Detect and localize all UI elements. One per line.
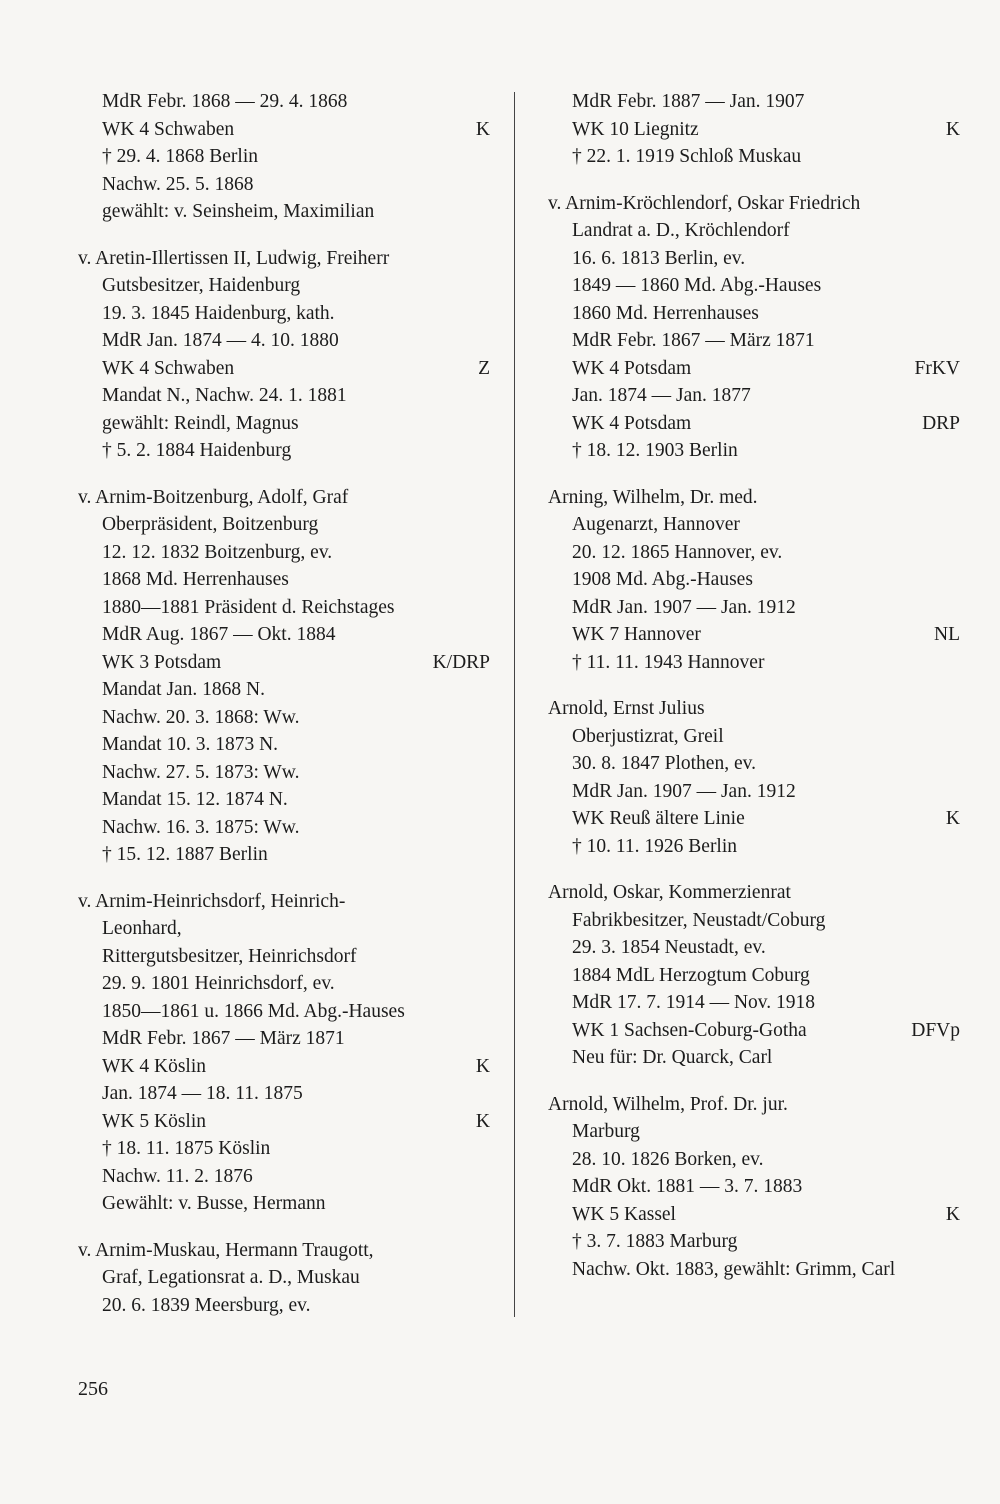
entry-text: WK 4 Köslin	[102, 1055, 206, 1077]
entry-text: 20. 6. 1839 Meersburg, ev.	[102, 1294, 311, 1316]
biography-entry	[78, 888, 490, 1218]
party-label	[950, 962, 960, 990]
entry-text: WK 10 Liegnitz	[572, 118, 699, 140]
entry-detail-line	[78, 539, 490, 567]
entry-text: Nachw. 25. 5. 1868	[102, 173, 254, 195]
entry-text: Mandat 10. 3. 1873 N.	[102, 734, 279, 755]
entry-detail-line	[78, 998, 490, 1026]
entry-text: Neu für: Dr. Quarck, Carl	[572, 1047, 773, 1068]
party-label	[480, 511, 490, 539]
entry-name-line	[548, 695, 960, 723]
entry-text: v. Aretin-Illertissen II, Ludwig, Freiherr	[78, 247, 390, 269]
entry-detail-line	[548, 437, 960, 465]
entry-name-line	[548, 879, 960, 907]
party-label	[950, 833, 960, 861]
party-label	[950, 1044, 960, 1072]
party-label	[950, 143, 960, 171]
entry-detail-line	[78, 1053, 490, 1081]
party-label	[480, 88, 490, 116]
entry-detail-line	[78, 437, 490, 465]
biography-entry	[78, 484, 490, 869]
entry-text: WK 4 Potsdam	[572, 357, 692, 379]
entry-detail-line	[78, 731, 490, 759]
biography-entry	[78, 88, 490, 226]
biography-entry	[548, 879, 960, 1072]
entry-detail-line	[548, 217, 960, 245]
entry-detail-line	[78, 970, 490, 998]
entry-detail-line	[548, 750, 960, 778]
entry-detail-line	[548, 1173, 960, 1201]
party-label	[950, 300, 960, 328]
entry-detail-line	[548, 1256, 960, 1284]
entry-text: Jan. 1874 — 18. 11. 1875	[102, 1083, 303, 1104]
party-label: DFVp	[911, 1019, 960, 1041]
entry-detail-line	[548, 934, 960, 962]
party-label	[480, 915, 490, 943]
entry-detail-line	[78, 621, 490, 649]
party-label	[480, 382, 490, 410]
entry-detail-line	[548, 1228, 960, 1256]
party-label	[950, 566, 960, 594]
entry-text: 1868 Md. Herrenhauses	[102, 569, 289, 590]
entry-detail-line	[78, 649, 490, 677]
party-label	[480, 272, 490, 300]
entry-text: Arning, Wilhelm, Dr. med.	[548, 486, 758, 508]
entry-text: Gutsbesitzer, Haidenburg	[102, 275, 301, 296]
party-label	[480, 1163, 490, 1191]
entry-text: 16. 6. 1813 Berlin, ev.	[572, 247, 746, 269]
entry-text: v. Arnim-Muskau, Hermann Traugott,	[78, 1239, 374, 1261]
entry-text: † 18. 11. 1875 Köslin	[102, 1138, 271, 1159]
party-label	[950, 879, 960, 907]
party-label	[480, 841, 490, 869]
party-label	[950, 695, 960, 723]
party-label	[480, 814, 490, 842]
entry-detail-line	[78, 116, 490, 144]
entry-text: gewählt: Reindl, Magnus	[102, 412, 299, 434]
party-label	[480, 539, 490, 567]
entry-text: MdR Jan. 1907 — Jan. 1912	[572, 780, 796, 802]
entry-text: Arnold, Wilhelm, Prof. Dr. jur.	[548, 1093, 788, 1115]
entry-text: Rittergutsbesitzer, Heinrichsdorf	[102, 945, 357, 967]
biography-entry	[78, 245, 490, 465]
entry-detail-line	[548, 805, 960, 833]
entry-detail-line	[78, 814, 490, 842]
entry-detail-line	[548, 594, 960, 622]
party-label	[480, 943, 490, 971]
party-label	[480, 300, 490, 328]
entry-detail-line	[78, 676, 490, 704]
party-label	[480, 143, 490, 171]
party-label	[950, 1091, 960, 1119]
entry-detail-line	[548, 833, 960, 861]
party-label	[480, 327, 490, 355]
party-label	[480, 998, 490, 1026]
entry-detail-line	[78, 759, 490, 787]
entry-text: Oberjustizrat, Greil	[572, 725, 724, 747]
entry-detail-line	[548, 621, 960, 649]
entry-detail-line	[78, 382, 490, 410]
entry-detail-line	[78, 355, 490, 383]
entry-detail-line	[78, 1163, 490, 1191]
entry-detail-line	[548, 116, 960, 144]
entry-text: 1849 — 1860 Md. Abg.-Hauses	[572, 275, 822, 296]
party-label	[950, 484, 960, 512]
party-label	[950, 1173, 960, 1201]
entry-text: v. Arnim-Boitzenburg, Adolf, Graf	[78, 486, 349, 508]
entry-detail-line	[548, 907, 960, 935]
right-column	[548, 88, 960, 1302]
party-label	[950, 594, 960, 622]
entry-detail-line	[548, 327, 960, 355]
party-label	[950, 1118, 960, 1146]
entry-detail-line	[548, 410, 960, 438]
entry-detail-line	[548, 539, 960, 567]
entry-text: Arnold, Oskar, Kommerzienrat	[548, 882, 791, 903]
entry-detail-line	[78, 1025, 490, 1053]
entry-detail-line	[78, 1264, 490, 1292]
entry-detail-line	[78, 327, 490, 355]
entry-detail-line	[548, 1017, 960, 1045]
entry-detail-line	[78, 410, 490, 438]
party-label	[480, 888, 490, 916]
entry-text: Nachw. Okt. 1883, gewählt: Grimm, Carl	[572, 1258, 896, 1280]
entry-name-line	[548, 190, 960, 218]
entry-detail-line	[78, 1135, 490, 1163]
party-label	[950, 437, 960, 465]
party-label: K	[475, 118, 490, 140]
entry-text: WK 7 Hannover	[572, 624, 701, 645]
entry-text: MdR Febr. 1887 — Jan. 1907	[572, 91, 805, 112]
party-label: DRP	[922, 412, 960, 434]
entry-text: v. Arnim-Kröchlendorf, Oskar Friedrich	[548, 192, 861, 214]
entry-detail-line	[548, 723, 960, 751]
entry-detail-line	[548, 962, 960, 990]
party-label	[480, 1080, 490, 1108]
party-label	[950, 539, 960, 567]
entry-text: WK 4 Schwaben	[102, 118, 235, 140]
party-label	[480, 1292, 490, 1320]
party-label	[950, 382, 960, 410]
party-label: NL	[934, 624, 960, 645]
party-label: K	[945, 808, 960, 829]
entry-detail-line	[548, 272, 960, 300]
biography-entry	[548, 695, 960, 860]
biography-entry	[548, 190, 960, 465]
entry-text: MdR Okt. 1881 — 3. 7. 1883	[572, 1176, 803, 1197]
entry-text: 29. 3. 1854 Neustadt, ev.	[572, 937, 766, 958]
entry-text: Fabrikbesitzer, Neustadt/Coburg	[572, 909, 826, 931]
entry-detail-line	[548, 778, 960, 806]
entry-name-line	[78, 245, 490, 273]
entry-detail-line	[78, 272, 490, 300]
party-label	[480, 676, 490, 704]
entry-text: Nachw. 27. 5. 1873: Ww.	[102, 761, 300, 783]
entry-text: Nachw. 16. 3. 1875: Ww.	[102, 816, 300, 838]
party-label: K/DRP	[432, 651, 490, 673]
entry-text: † 3. 7. 1883 Marburg	[572, 1231, 738, 1252]
entry-detail-line	[548, 511, 960, 539]
entry-text: 1884 MdL Herzogtum Coburg	[572, 964, 810, 986]
page-number: 256	[78, 1378, 108, 1400]
biography-entry	[548, 484, 960, 677]
party-label	[480, 621, 490, 649]
party-label	[950, 649, 960, 677]
entry-detail-line	[78, 915, 490, 943]
entry-text: 20. 12. 1865 Hannover, ev.	[572, 541, 783, 563]
entry-text: Marburg	[572, 1121, 640, 1142]
entry-text: MdR Jan. 1874 — 4. 10. 1880	[102, 330, 339, 351]
party-label	[480, 1025, 490, 1053]
entry-text: WK 1 Sachsen-Coburg-Gotha	[572, 1019, 807, 1041]
entry-text: MdR 17. 7. 1914 — Nov. 1918	[572, 992, 816, 1013]
entry-text: † 10. 11. 1926 Berlin	[572, 835, 738, 857]
entry-detail-line	[548, 143, 960, 171]
party-label	[950, 934, 960, 962]
entry-text: † 18. 12. 1903 Berlin	[572, 440, 738, 461]
entry-text: Jan. 1874 — Jan. 1877	[572, 385, 751, 406]
party-label	[480, 786, 490, 814]
party-label	[950, 989, 960, 1017]
party-label	[950, 750, 960, 778]
party-label	[480, 704, 490, 732]
party-label: K	[475, 1110, 490, 1132]
entry-text: WK Reuß ältere Linie	[572, 808, 745, 829]
entry-detail-line	[548, 649, 960, 677]
party-label	[480, 1264, 490, 1292]
left-column	[78, 88, 490, 1338]
entry-text: † 11. 11. 1943 Hannover	[572, 651, 765, 673]
entry-text: WK 5 Kassel	[572, 1203, 676, 1225]
entry-text: † 15. 12. 1887 Berlin	[102, 844, 268, 865]
party-label	[480, 731, 490, 759]
entry-text: 30. 8. 1847 Plothen, ev.	[572, 753, 756, 774]
entry-text: † 29. 4. 1868 Berlin	[102, 146, 258, 167]
entry-detail-line	[78, 566, 490, 594]
entry-text: Gewählt: v. Busse, Hermann	[102, 1193, 326, 1214]
entry-text: WK 5 Köslin	[102, 1110, 206, 1132]
entry-name-line	[78, 1237, 490, 1265]
entry-name-line	[78, 484, 490, 512]
entry-detail-line	[78, 1080, 490, 1108]
entry-detail-line	[548, 245, 960, 273]
party-label	[950, 327, 960, 355]
entry-detail-line	[548, 355, 960, 383]
entry-text: Leonhard,	[102, 918, 182, 939]
entry-detail-line	[78, 594, 490, 622]
entry-detail-line	[548, 300, 960, 328]
entry-text: MdR Febr. 1867 — März 1871	[572, 330, 815, 351]
entry-text: MdR Aug. 1867 — Okt. 1884	[102, 624, 336, 645]
entry-text: Arnold, Ernst Julius	[548, 698, 705, 719]
party-label	[950, 88, 960, 116]
entry-text: Oberpräsident, Boitzenburg	[102, 514, 319, 535]
party-label	[480, 484, 490, 512]
entry-text: WK 4 Potsdam	[572, 412, 692, 434]
party-label	[950, 511, 960, 539]
entry-text: 19. 3. 1845 Haidenburg, kath.	[102, 302, 335, 324]
entry-text: Mandat 15. 12. 1874 N.	[102, 789, 288, 810]
entry-detail-line	[548, 1044, 960, 1072]
party-label: K	[945, 1203, 960, 1225]
entry-detail-line	[78, 943, 490, 971]
entry-detail-line	[548, 1146, 960, 1174]
party-label	[950, 190, 960, 218]
party-label	[950, 907, 960, 935]
entry-text: Mandat Jan. 1868 N.	[102, 679, 266, 700]
party-label	[950, 217, 960, 245]
party-label	[480, 198, 490, 226]
entry-text: 29. 9. 1801 Heinrichsdorf, ev.	[102, 973, 335, 994]
biography-entry	[78, 1237, 490, 1320]
party-label	[950, 1228, 960, 1256]
party-label	[480, 1135, 490, 1163]
entry-text: 1908 Md. Abg.-Hauses	[572, 569, 753, 590]
entry-detail-line	[78, 704, 490, 732]
entry-text: Landrat a. D., Kröchlendorf	[572, 220, 790, 241]
party-label	[950, 1146, 960, 1174]
entry-text: 1850—1861 u. 1866 Md. Abg.-Hauses	[102, 1000, 405, 1022]
entry-detail-line	[78, 1292, 490, 1320]
entry-text: WK 4 Schwaben	[102, 357, 235, 379]
party-label	[480, 1237, 490, 1265]
entry-name-line	[548, 1091, 960, 1119]
party-label	[480, 1190, 490, 1218]
party-label	[480, 594, 490, 622]
entry-text: MdR Jan. 1907 — Jan. 1912	[572, 596, 796, 618]
entry-text: † 5. 2. 1884 Haidenburg	[102, 440, 292, 461]
entry-text: MdR Febr. 1867 — März 1871	[102, 1028, 345, 1049]
entry-text: 1880—1881 Präsident d. Reichstages	[102, 596, 395, 618]
party-label: K	[945, 118, 960, 140]
entry-detail-line	[78, 786, 490, 814]
party-label	[950, 272, 960, 300]
biography-entry	[548, 88, 960, 171]
party-label	[480, 245, 490, 273]
entry-detail-line	[78, 198, 490, 226]
entry-detail-line	[78, 1190, 490, 1218]
entry-text: Augenarzt, Hannover	[572, 514, 740, 535]
party-label	[480, 437, 490, 465]
entry-detail-line	[548, 566, 960, 594]
entry-text: Nachw. 11. 2. 1876	[102, 1165, 253, 1187]
entry-text: 28. 10. 1826 Borken, ev.	[572, 1148, 764, 1170]
entry-detail-line	[78, 171, 490, 199]
party-label	[480, 171, 490, 199]
entry-detail-line	[78, 1108, 490, 1136]
entry-detail-line	[548, 88, 960, 116]
entry-detail-line	[78, 143, 490, 171]
entry-text: v. Arnim-Heinrichsdorf, Heinrich-	[78, 890, 346, 912]
entry-text: † 22. 1. 1919 Schloß Muskau	[572, 146, 802, 167]
entry-text: Nachw. 20. 3. 1868: Ww.	[102, 706, 300, 728]
entry-text: WK 3 Potsdam	[102, 651, 222, 673]
entry-detail-line	[548, 1201, 960, 1229]
biography-entry	[548, 1091, 960, 1284]
column-divider	[514, 92, 515, 1317]
entry-detail-line	[78, 841, 490, 869]
entry-text: Mandat N., Nachw. 24. 1. 1881	[102, 385, 347, 406]
party-label	[950, 723, 960, 751]
party-label	[950, 245, 960, 273]
entry-name-line	[548, 484, 960, 512]
party-label: K	[475, 1055, 490, 1077]
entry-text: 12. 12. 1832 Boitzenburg, ev.	[102, 541, 333, 563]
entry-detail-line	[548, 1118, 960, 1146]
party-label	[950, 778, 960, 806]
party-label	[480, 759, 490, 787]
entry-text: MdR Febr. 1868 — 29. 4. 1868	[102, 91, 348, 112]
entry-text: gewählt: v. Seinsheim, Maximilian	[102, 201, 375, 222]
entry-detail-line	[548, 989, 960, 1017]
entry-detail-line	[78, 300, 490, 328]
entry-detail-line	[78, 88, 490, 116]
party-label	[480, 410, 490, 438]
party-label	[480, 970, 490, 998]
entry-name-line	[78, 888, 490, 916]
entry-text: Graf, Legationsrat a. D., Muskau	[102, 1267, 360, 1288]
party-label: Z	[478, 357, 490, 379]
entry-detail-line	[548, 382, 960, 410]
party-label	[950, 1256, 960, 1284]
party-label: FrKV	[914, 357, 960, 379]
entry-detail-line	[78, 511, 490, 539]
party-label	[480, 566, 490, 594]
entry-text: 1860 Md. Herrenhauses	[572, 302, 759, 324]
